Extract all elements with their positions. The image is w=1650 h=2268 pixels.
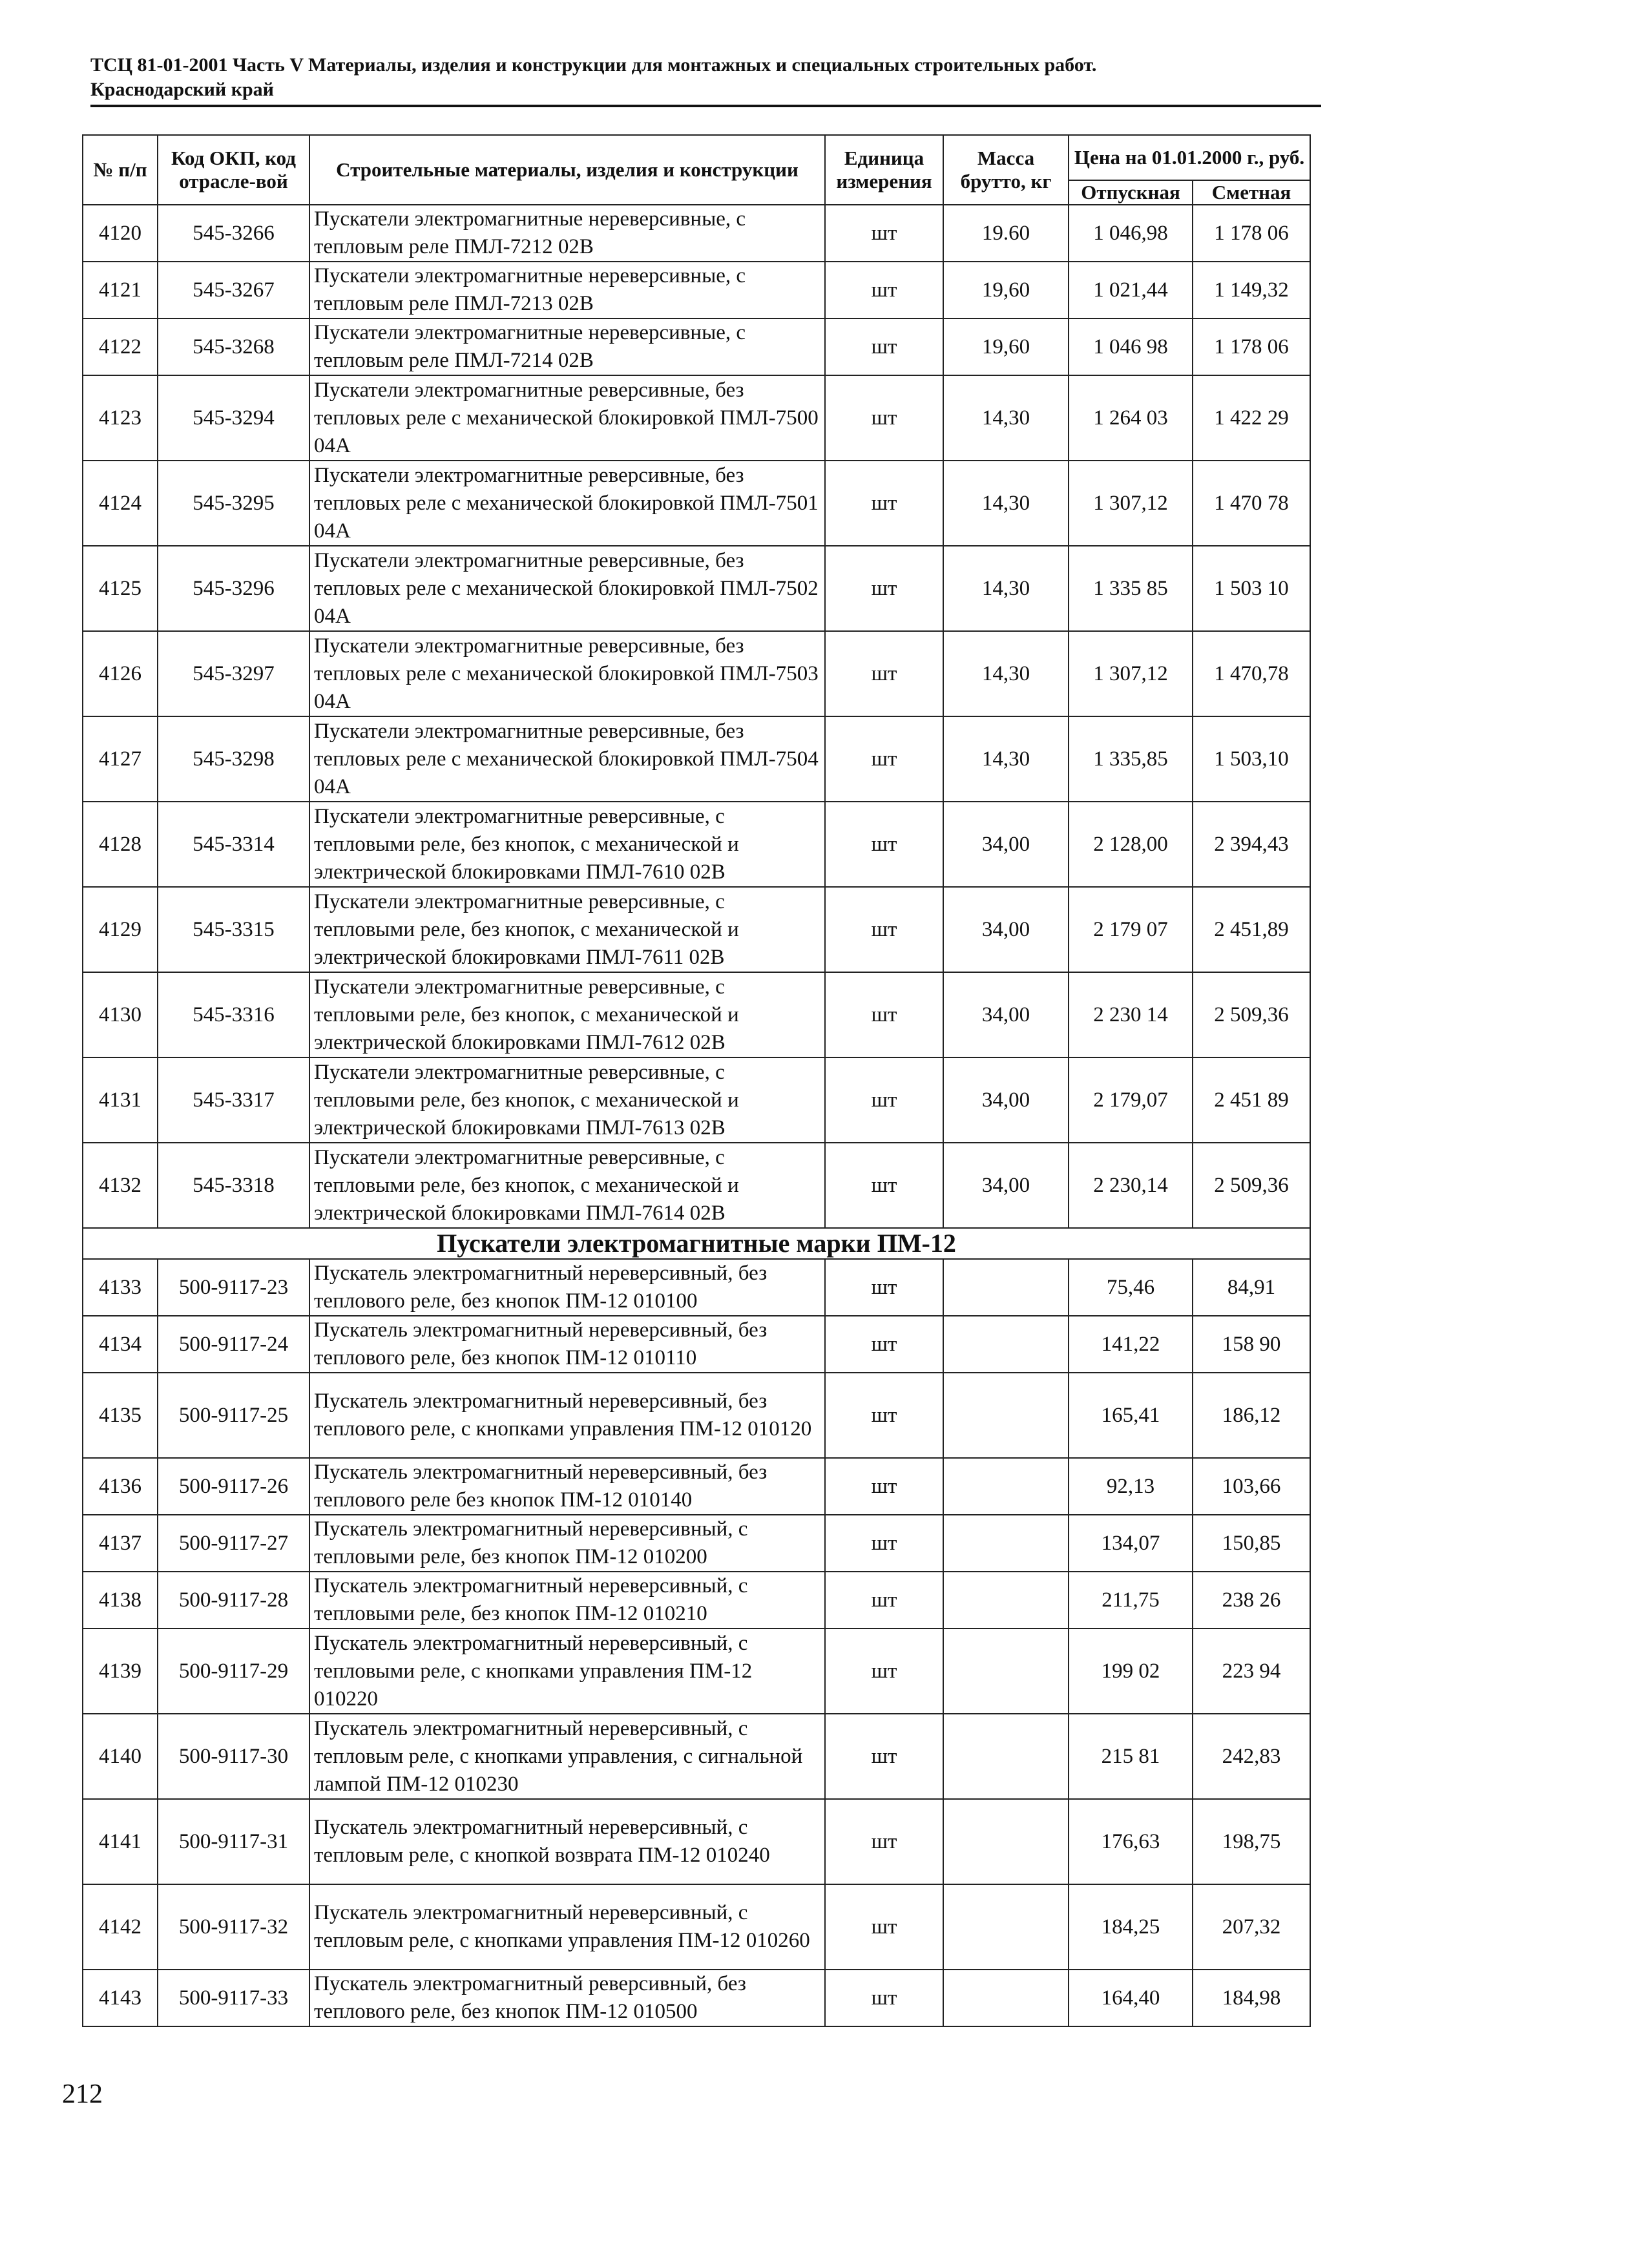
row-code: 545-3266 (158, 205, 309, 262)
section-row (83, 1228, 1310, 1259)
row-mass: 14,30 (943, 546, 1069, 631)
row-code: 500-9117-27 (158, 1515, 309, 1572)
row-name: Пускатели электромагнитные реверсивные, с тепловыми реле, без кнопок, с механической и электрической блокировками ПМЛ-7610 02В (309, 802, 825, 887)
row-estimate-price: 238 26 (1193, 1572, 1310, 1628)
row-number: 4125 (83, 546, 158, 631)
table-row (83, 1057, 1310, 1143)
row-code: 545-3267 (158, 262, 309, 318)
table-row (83, 1884, 1310, 1970)
row-name: Пускатели электромагнитные реверсивные, без тепловых реле с механической блокировкой ПМЛ-7503 04А (309, 631, 825, 716)
row-code: 500-9117-30 (158, 1714, 309, 1799)
row-unit: шт (825, 546, 943, 631)
row-release-price: 1 021,44 (1069, 262, 1193, 318)
row-unit: шт (825, 1143, 943, 1228)
row-release-price: 1 307,12 (1069, 631, 1193, 716)
row-release-price: 1 335,85 (1069, 716, 1193, 802)
row-number: 4134 (83, 1316, 158, 1373)
row-code: 545-3295 (158, 461, 309, 546)
table-section (83, 1228, 1310, 1259)
table-row (83, 1799, 1310, 1884)
row-estimate-price: 184,98 (1193, 1970, 1310, 2026)
col-estimate-header: Сметная (1193, 180, 1310, 205)
row-estimate-price: 1 422 29 (1193, 375, 1310, 461)
row-unit: шт (825, 887, 943, 972)
col-code-header: Код ОКП, код отрасле-вой (158, 135, 309, 205)
table-row (83, 1515, 1310, 1572)
row-mass (943, 1884, 1069, 1970)
row-estimate-price: 242,83 (1193, 1714, 1310, 1799)
row-name: Пускатели электромагнитные реверсивные, с тепловыми реле, без кнопок, с механической и электрической блокировками ПМЛ-7611 02В (309, 887, 825, 972)
row-estimate-price: 198,75 (1193, 1799, 1310, 1884)
table-row (83, 1714, 1310, 1799)
row-mass: 19,60 (943, 318, 1069, 375)
page-number: 212 (62, 2079, 103, 2109)
row-number: 4136 (83, 1458, 158, 1515)
row-name: Пускатели электромагнитные реверсивные, с тепловыми реле, без кнопок, с механической и электрической блокировками ПМЛ-7613 02В (309, 1057, 825, 1143)
table-row (83, 1970, 1310, 2026)
row-number: 4130 (83, 972, 158, 1057)
row-name: Пускатели электромагнитные реверсивные, без тепловых реле с механической блокировкой ПМЛ-7500 04А (309, 375, 825, 461)
row-unit: шт (825, 1515, 943, 1572)
row-code: 545-3298 (158, 716, 309, 802)
row-code: 500-9117-29 (158, 1628, 309, 1714)
row-mass (943, 1628, 1069, 1714)
row-release-price: 2 230 14 (1069, 972, 1193, 1057)
row-name: Пускатель электромагнитный нереверсивный, без теплового реле, без кнопок ПМ-12 010110 (309, 1316, 825, 1373)
row-unit: шт (825, 1259, 943, 1316)
row-number: 4139 (83, 1628, 158, 1714)
table-row (83, 546, 1310, 631)
row-release-price: 2 179 07 (1069, 887, 1193, 972)
row-number: 4142 (83, 1884, 158, 1970)
col-mass-header: Масса брутто, кг (943, 135, 1069, 205)
row-release-price: 75,46 (1069, 1259, 1193, 1316)
row-unit: шт (825, 972, 943, 1057)
row-estimate-price: 2 451,89 (1193, 887, 1310, 972)
table-row (83, 802, 1310, 887)
row-release-price: 215 81 (1069, 1714, 1193, 1799)
row-estimate-price: 1 470 78 (1193, 461, 1310, 546)
table-row (83, 716, 1310, 802)
row-code: 500-9117-31 (158, 1799, 309, 1884)
row-unit: шт (825, 1970, 943, 2026)
row-name: Пускатель электромагнитный нереверсивный, без теплового реле без кнопок ПМ-12 010140 (309, 1458, 825, 1515)
row-unit: шт (825, 1714, 943, 1799)
row-mass (943, 1259, 1069, 1316)
row-number: 4121 (83, 262, 158, 318)
row-name: Пускатель электромагнитный реверсивный, без теплового реле, без кнопок ПМ-12 010500 (309, 1970, 825, 2026)
row-mass (943, 1799, 1069, 1884)
row-code: 545-3314 (158, 802, 309, 887)
row-code: 545-3315 (158, 887, 309, 972)
row-name: Пускатель электромагнитный нереверсивный, с тепловыми реле, без кнопок ПМ-12 010210 (309, 1572, 825, 1628)
row-name: Пускатели электромагнитные реверсивные, без тепловых реле с механической блокировкой ПМЛ-7502 04А (309, 546, 825, 631)
row-unit: шт (825, 1799, 943, 1884)
header-region: Краснодарский край (90, 79, 274, 100)
row-release-price: 2 179,07 (1069, 1057, 1193, 1143)
row-estimate-price: 223 94 (1193, 1628, 1310, 1714)
row-unit: шт (825, 205, 943, 262)
row-mass (943, 1572, 1069, 1628)
row-number: 4132 (83, 1143, 158, 1228)
table-row (83, 318, 1310, 375)
table-row (83, 972, 1310, 1057)
row-estimate-price: 2 451 89 (1193, 1057, 1310, 1143)
row-code: 500-9117-23 (158, 1259, 309, 1316)
row-release-price: 184,25 (1069, 1884, 1193, 1970)
col-release-header: Отпускная (1069, 180, 1193, 205)
row-mass: 34,00 (943, 1057, 1069, 1143)
row-estimate-price: 158 90 (1193, 1316, 1310, 1373)
row-code: 545-3317 (158, 1057, 309, 1143)
row-number: 4141 (83, 1799, 158, 1884)
row-mass: 14,30 (943, 716, 1069, 802)
row-release-price: 199 02 (1069, 1628, 1193, 1714)
row-estimate-price: 2 394,43 (1193, 802, 1310, 887)
row-mass: 34,00 (943, 887, 1069, 972)
row-estimate-price: 207,32 (1193, 1884, 1310, 1970)
row-mass: 14,30 (943, 631, 1069, 716)
row-number: 4127 (83, 716, 158, 802)
col-unit-header: Единица измерения (825, 135, 943, 205)
row-unit: шт (825, 1572, 943, 1628)
row-release-price: 1 307,12 (1069, 461, 1193, 546)
table-row (83, 461, 1310, 546)
table-row (83, 1373, 1310, 1458)
header-title: ТСЦ 81-01-2001 Часть V Материалы, изделия и конструкции для монтажных и специальных строительных работ. (90, 54, 1097, 76)
row-name: Пускатель электромагнитный нереверсивный, без теплового реле, без кнопок ПМ-12 010100 (309, 1259, 825, 1316)
table-row (83, 1458, 1310, 1515)
row-release-price: 92,13 (1069, 1458, 1193, 1515)
table-body-main (83, 205, 1310, 1228)
row-mass: 14,30 (943, 375, 1069, 461)
row-estimate-price: 2 509,36 (1193, 972, 1310, 1057)
row-name: Пускатели электромагнитные реверсивные, без тепловых реле с механической блокировкой ПМЛ-7504 04А (309, 716, 825, 802)
row-code: 500-9117-24 (158, 1316, 309, 1373)
table-row (83, 375, 1310, 461)
page-header (90, 53, 1321, 107)
col-price-header: Цена на 01.01.2000 г., руб. (1069, 135, 1310, 180)
row-code: 545-3297 (158, 631, 309, 716)
row-name: Пускатели электромагнитные нереверсивные, с тепловым реле ПМЛ-7212 02В (309, 205, 825, 262)
row-release-price: 134,07 (1069, 1515, 1193, 1572)
row-release-price: 164,40 (1069, 1970, 1193, 2026)
row-code: 500-9117-28 (158, 1572, 309, 1628)
col-name-header: Строительные материалы, изделия и конструкции (309, 135, 825, 205)
row-mass: 19.60 (943, 205, 1069, 262)
row-unit: шт (825, 1628, 943, 1714)
row-estimate-price: 84,91 (1193, 1259, 1310, 1316)
row-estimate-price: 1 178 06 (1193, 205, 1310, 262)
row-unit: шт (825, 1373, 943, 1458)
row-release-price: 2 230,14 (1069, 1143, 1193, 1228)
row-mass (943, 1970, 1069, 2026)
row-unit: шт (825, 461, 943, 546)
row-release-price: 1 046,98 (1069, 205, 1193, 262)
row-estimate-price: 2 509,36 (1193, 1143, 1310, 1228)
row-number: 4126 (83, 631, 158, 716)
row-name: Пускатели электромагнитные нереверсивные, с тепловым реле ПМЛ-7214 02В (309, 318, 825, 375)
price-table (82, 134, 1311, 2027)
row-code: 545-3268 (158, 318, 309, 375)
row-unit: шт (825, 375, 943, 461)
row-mass (943, 1515, 1069, 1572)
row-number: 4138 (83, 1572, 158, 1628)
row-name: Пускатель электромагнитный нереверсивный, с тепловым реле, с кнопками управления ПМ-12 010260 (309, 1884, 825, 1970)
row-number: 4128 (83, 802, 158, 887)
row-mass: 34,00 (943, 972, 1069, 1057)
row-estimate-price: 1 470,78 (1193, 631, 1310, 716)
row-number: 4120 (83, 205, 158, 262)
row-code: 500-9117-25 (158, 1373, 309, 1458)
table-row (83, 1259, 1310, 1316)
row-estimate-price: 1 503,10 (1193, 716, 1310, 802)
row-unit: шт (825, 802, 943, 887)
row-release-price: 141,22 (1069, 1316, 1193, 1373)
table-row (83, 887, 1310, 972)
row-code: 500-9117-33 (158, 1970, 309, 2026)
row-mass: 34,00 (943, 802, 1069, 887)
row-code: 545-3318 (158, 1143, 309, 1228)
section-title: Пускатели электромагнитные марки ПМ-12 (83, 1228, 1310, 1259)
table-row (83, 631, 1310, 716)
row-release-price: 176,63 (1069, 1799, 1193, 1884)
row-estimate-price: 150,85 (1193, 1515, 1310, 1572)
row-code: 545-3294 (158, 375, 309, 461)
row-unit: шт (825, 716, 943, 802)
row-unit: шт (825, 318, 943, 375)
table-row (83, 262, 1310, 318)
row-name: Пускатель электромагнитный нереверсивный, с тепловыми реле, без кнопок ПМ-12 010200 (309, 1515, 825, 1572)
table-row (83, 1572, 1310, 1628)
row-name: Пускатели электромагнитные нереверсивные, с тепловым реле ПМЛ-7213 02В (309, 262, 825, 318)
row-code: 500-9117-26 (158, 1458, 309, 1515)
row-release-price: 1 046 98 (1069, 318, 1193, 375)
row-name: Пускатели электромагнитные реверсивные, с тепловыми реле, без кнопок, с механической и электрической блокировками ПМЛ-7614 02В (309, 1143, 825, 1228)
row-estimate-price: 1 149,32 (1193, 262, 1310, 318)
row-release-price: 211,75 (1069, 1572, 1193, 1628)
row-name: Пускатель электромагнитный нереверсивный, без теплового реле, с кнопками управления ПМ-12 010120 (309, 1373, 825, 1458)
row-number: 4133 (83, 1259, 158, 1316)
row-number: 4140 (83, 1714, 158, 1799)
row-number: 4137 (83, 1515, 158, 1572)
row-release-price: 2 128,00 (1069, 802, 1193, 887)
row-mass (943, 1458, 1069, 1515)
row-unit: шт (825, 1458, 943, 1515)
row-mass: 34,00 (943, 1143, 1069, 1228)
row-estimate-price: 103,66 (1193, 1458, 1310, 1515)
row-number: 4129 (83, 887, 158, 972)
row-unit: шт (825, 1316, 943, 1373)
row-number: 4143 (83, 1970, 158, 2026)
table-row (83, 1628, 1310, 1714)
row-number: 4122 (83, 318, 158, 375)
row-number: 4124 (83, 461, 158, 546)
row-name: Пускатель электромагнитный нереверсивный, с тепловыми реле, с кнопками управления ПМ-12 010220 (309, 1628, 825, 1714)
row-estimate-price: 1 178 06 (1193, 318, 1310, 375)
row-name: Пускатели электромагнитные реверсивные, без тепловых реле с механической блокировкой ПМЛ-7501 04А (309, 461, 825, 546)
row-number: 4135 (83, 1373, 158, 1458)
row-number: 4123 (83, 375, 158, 461)
header-rule (90, 105, 1321, 107)
row-release-price: 165,41 (1069, 1373, 1193, 1458)
row-code: 500-9117-32 (158, 1884, 309, 1970)
row-unit: шт (825, 631, 943, 716)
row-estimate-price: 186,12 (1193, 1373, 1310, 1458)
row-release-price: 1 335 85 (1069, 546, 1193, 631)
row-mass: 19,60 (943, 262, 1069, 318)
row-unit: шт (825, 1057, 943, 1143)
row-mass (943, 1316, 1069, 1373)
table-row (83, 205, 1310, 262)
row-mass (943, 1714, 1069, 1799)
row-name: Пускатель электромагнитный нереверсивный, с тепловым реле, с кнопкой возврата ПМ-12 010240 (309, 1799, 825, 1884)
row-mass (943, 1373, 1069, 1458)
row-name: Пускатель электромагнитный нереверсивный, с тепловым реле, с кнопками управления, с сигнальной лампой ПМ-12 010230 (309, 1714, 825, 1799)
row-release-price: 1 264 03 (1069, 375, 1193, 461)
col-no-header: № п/п (83, 135, 158, 205)
row-code: 545-3316 (158, 972, 309, 1057)
row-unit: шт (825, 262, 943, 318)
table-row (83, 1316, 1310, 1373)
row-name: Пускатели электромагнитные реверсивные, с тепловыми реле, без кнопок, с механической и электрической блокировками ПМЛ-7612 02В (309, 972, 825, 1057)
row-mass: 14,30 (943, 461, 1069, 546)
table-row (83, 1143, 1310, 1228)
row-number: 4131 (83, 1057, 158, 1143)
table-body-pm12 (83, 1259, 1310, 2026)
row-code: 545-3296 (158, 546, 309, 631)
row-unit: шт (825, 1884, 943, 1970)
row-estimate-price: 1 503 10 (1193, 546, 1310, 631)
